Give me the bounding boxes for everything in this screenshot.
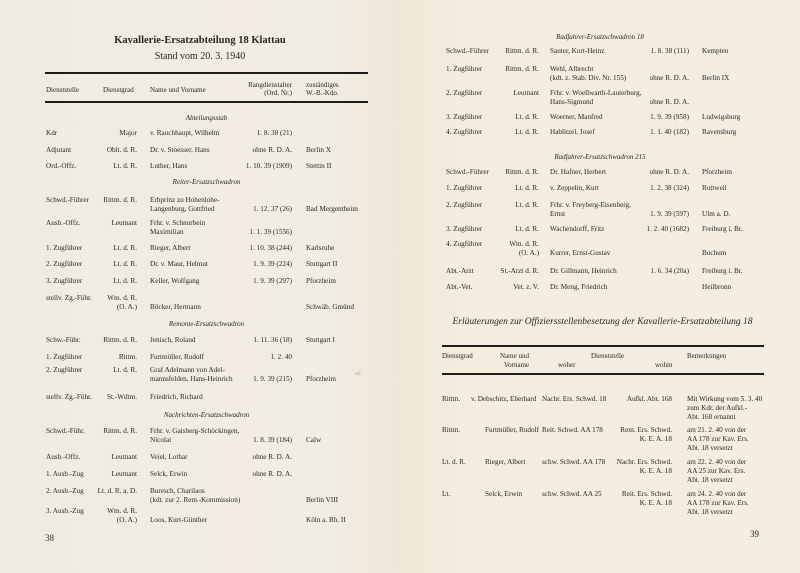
row-dienstgrad: (O. A.) (116, 516, 137, 524)
header-dienststelle: Dienststelle (46, 86, 80, 94)
row-dienststelle: Abt.-Arzt (446, 267, 474, 275)
row-dienststelle: 3. Zugführer (446, 113, 483, 121)
row-dienststelle: 2. Zugführer (446, 89, 483, 97)
row-name: Veiel, Lothar (150, 453, 188, 461)
row-dienststelle: 3. Zugführer (446, 225, 483, 233)
row-rangdienstalter: 1. 10. 39 (1909) (245, 162, 292, 170)
row-dienstgrad: Oblt. d. R. (106, 146, 137, 154)
row-name: Ernst (550, 210, 566, 218)
row-dienststelle: Schwd.-Führer (46, 196, 89, 204)
header-rang-1: Rangdienstalter (248, 81, 292, 89)
row-dienststelle: 1. Zugführer (446, 65, 483, 73)
exp-row-woher: Nachr. Ers. Schwd. 18 (542, 395, 607, 403)
row-dienststelle: 2. Zugführer (46, 260, 83, 268)
exp-row-name: Furtmüller, Rudolf (485, 426, 540, 434)
exp-row-bemerkungen: Abt. 18 versetzt (687, 508, 733, 516)
exp-row-bemerkungen: am 22. 2. 40 von der (687, 458, 747, 466)
row-wbk: Bochum (702, 249, 727, 257)
row-rangdienstalter: 1. 9. 39 (597) (650, 210, 689, 218)
row-wbk: Köln a. Rh. II (306, 516, 346, 524)
row-rangdienstalter: 1. 1. 40 (182) (650, 128, 689, 136)
row-dienststelle: 1. Ausb.-Zug (46, 470, 84, 478)
exp-row-bemerkungen: AA 25 zur Kav. Ers. (687, 467, 746, 475)
exp-row-wohin: K. E. A. 18 (639, 467, 672, 475)
row-name: (kdt. zur 2. Rem.-Kommission) (150, 496, 241, 504)
row-wbk: Rottweil (702, 184, 727, 192)
explanations-title: Erläuterungen zur Offiziersstellenbesetzung der Kavallerie-Ersatzabteilung 18 (452, 317, 753, 327)
row-dienstgrad: Leutnant (111, 453, 137, 461)
row-rangdienstalter: 1. 10. 38 (244) (249, 244, 292, 252)
row-dienstgrad: (O. A.) (116, 303, 137, 311)
page-number: 38 (45, 533, 54, 543)
row-dienstgrad: Leutnant (111, 219, 137, 227)
row-dienstgrad: St.-Arzt d. R. (500, 267, 539, 275)
row-dienststelle: 3. Ausb.-Zug (46, 507, 84, 515)
row-dienstgrad: Rittm. d. R. (505, 65, 539, 73)
row-name: Kurrer, Ernst-Gustav (550, 249, 611, 257)
exp-row-wohin: Aufkl. Abt. 168 (626, 395, 672, 403)
row-wbk: Pforzheim (306, 277, 336, 285)
row-rangdienstalter: ohne R. D. A. (252, 146, 292, 154)
row-rangdienstalter: ohne R. D. A. (649, 168, 689, 176)
row-name: (kdt. z. Stab. Div. Nr. 155) (550, 74, 627, 82)
header-rang-2: (Ord. Nr.) (264, 89, 292, 97)
row-dienststelle: Ausb.-Offz. (46, 453, 81, 461)
row-wbk: Stuttgart I (306, 336, 335, 344)
exp-row-wohin: Nachr. Ers. Schwd. (616, 458, 672, 466)
row-name: Dr. v. Stoesser, Hans (150, 146, 210, 154)
row-dienstgrad: Lt. d. R. (515, 184, 539, 192)
row-wbk: Ludwigsburg (702, 113, 741, 121)
row-dienststelle: Adjutant (46, 146, 72, 154)
row-wbk: Stettin II (306, 162, 332, 170)
row-name: Wehl, Albrecht (550, 65, 594, 73)
row-rangdienstalter: 1. 12. 37 (26) (253, 205, 292, 213)
row-name: Sauter, Kurt-Heinz (550, 47, 605, 55)
row-dienststelle: 1. Zugführer (46, 244, 83, 252)
exp-header-bemerkungen: Bemerkungen (687, 352, 727, 360)
row-name: Wachendorff, Fritz (550, 225, 605, 233)
row-wbk: Bad Mergentheim (306, 205, 358, 213)
exp-row-bemerkungen: am 24. 2. 40 von der (687, 490, 747, 498)
page-number: 39 (750, 529, 759, 539)
exp-row-dienstgrad: Rittm. (442, 426, 461, 434)
row-dienstgrad: Major (119, 129, 137, 137)
row-rangdienstalter: 1. 2. 40 (270, 353, 292, 361)
section-title: Reiter-Ersatzschwadron (172, 178, 241, 186)
explanations-rule-top (442, 345, 764, 347)
exp-row-woher: Reit. Schwd. AA 178 (542, 426, 603, 434)
row-name: Rieger, Albert (150, 244, 191, 252)
row-name: Frhr. v. Woellwarth-Lauterburg, (550, 89, 642, 97)
row-dienststelle: 2. Ausb.-Zug (46, 487, 84, 495)
row-wbk: Ravensburg (702, 128, 737, 136)
row-name: Dr. Hafner, Herbert (550, 168, 606, 176)
row-name: Erbprinz zu Hohenlohe- (150, 196, 220, 204)
header-rule-bottom (45, 101, 368, 103)
row-dienststelle: Abt.-Vet. (446, 283, 473, 291)
row-dienstgrad: Rittm. d. R. (505, 47, 539, 55)
exp-row-bemerkungen: Mit Wirkung vom 5. 3. 40 (687, 395, 763, 403)
page-title: Kavallerie-Ersatzabteilung 18 Klattau (114, 35, 286, 46)
row-name: Woerner, Manfred (550, 113, 603, 121)
row-wbk: Calw (306, 436, 322, 444)
row-dienststelle: Kdr (46, 129, 58, 137)
row-name: Dr. Gillmann, Heinrich (550, 267, 617, 275)
row-dienstgrad: Rittm. d. R. (103, 427, 137, 435)
row-dienstgrad: Lt. d. R. (113, 244, 137, 252)
explanations-rule-bottom (442, 373, 764, 375)
row-name: Maximilian (150, 228, 184, 236)
row-rangdienstalter: ohne R. D. A. (649, 98, 689, 106)
exp-row-wohin: K. E. A. 18 (639, 499, 672, 507)
row-name: Loos, Kurt-Günther (150, 516, 208, 524)
row-dienstgrad: Rittm. (118, 353, 137, 361)
exp-row-bemerkungen: am 21. 2. 40 von der (687, 426, 747, 434)
row-rangdienstalter: ohne R. D. A. (252, 470, 292, 478)
row-dienststelle: 1. Zugführer (446, 184, 483, 192)
row-dienststelle: Ausb.-Offz. (46, 219, 81, 227)
row-name: Frhr. v. Schnurbein (150, 219, 206, 227)
row-rangdienstalter: 1. 8. 38 (111) (650, 47, 689, 55)
row-wbk: Kempten (702, 47, 729, 55)
row-dienststelle: Schwd.-Führer (446, 47, 489, 55)
header-rule-top (45, 72, 368, 74)
row-rangdienstalter: 1. 2. 38 (324) (650, 184, 689, 192)
exp-row-name: v. Debschitz, Eberhard (471, 395, 537, 403)
row-dienststelle: 2. Zugführer (446, 201, 483, 209)
row-rangdienstalter: 1. 8. 39 (184) (253, 436, 292, 444)
header-wbk-1: zuständiges (306, 81, 339, 89)
row-dienststelle: 1. Zugführer (46, 353, 83, 361)
exp-row-dienstgrad: Lt. (442, 490, 451, 498)
row-dienststelle: Schwd.-Führer (446, 168, 489, 176)
exp-header-wohin: wohin (655, 361, 673, 369)
exp-row-woher: schw. Schwd. AA 178 (542, 458, 606, 466)
exp-header-woher: woher (558, 361, 576, 369)
row-dienstgrad: Lt. d. R. (515, 225, 539, 233)
row-name: Luther, Hans (150, 162, 188, 170)
row-name: v. Zeppelin, Kurt (550, 184, 600, 192)
exp-header-dienststelle: Dienststelle (591, 352, 625, 360)
section-title: Abteilungsstab (185, 114, 228, 122)
row-rangdienstalter: 1. 2. 40 (1682) (646, 225, 689, 233)
row-name: Hans-Sigmund (550, 98, 594, 106)
exp-header-dienstgrad: Dienstgrad (442, 352, 473, 360)
row-dienstgrad: Lt. d. R. (113, 162, 137, 170)
exp-row-bemerkungen: Abt. 168 ernannt (687, 413, 736, 421)
exp-header-name-2: Vorname (504, 361, 530, 369)
row-name: Böcker, Hermann (150, 303, 201, 311)
row-wbk: Freiburg i. Br. (702, 225, 743, 233)
row-wbk: Pforzheim (702, 168, 732, 176)
row-name: Jenisch, Roland (150, 336, 196, 344)
row-name: mannsfelden, Hans-Heinrich (150, 375, 233, 383)
row-dienststelle: stellv. Zg.-Führ. (46, 294, 92, 302)
row-wbk: Stuttgart II (306, 260, 338, 268)
exp-header-name-1: Name und (500, 352, 529, 360)
row-name: Hablitzel, Josef (550, 128, 595, 136)
exp-row-bemerkungen: AA 178 zur Kav. Ers. (687, 499, 749, 507)
row-dienstgrad: Lt. d. R. (113, 366, 137, 374)
row-wbk: Schwäb. Gmünd (306, 303, 354, 311)
row-dienstgrad: Lt. d. R. (515, 128, 539, 136)
row-dienstgrad: Rittm. d. R. (505, 168, 539, 176)
row-wbk: Berlin X (306, 146, 331, 154)
row-rangdienstalter: 1. 9. 39 (215) (253, 375, 292, 383)
section-title: Radfahrer-Ersatzschwadron 18 (556, 33, 644, 41)
exp-row-woher: schw. Schwd. AA 25 (542, 490, 602, 498)
row-dienstgrad: Lt. d. R. a. D. (97, 487, 137, 495)
row-dienstgrad: Leutnant (513, 89, 539, 97)
row-rangdienstalter: 1. 1. 39 (1556) (249, 228, 292, 236)
row-dienststelle: 4. Zugführer (446, 240, 483, 248)
row-wbk: Ulm a. D. (702, 210, 731, 218)
page-subtitle: Stand vom 20. 3. 1940 (154, 51, 246, 62)
exp-row-wohin: Rem. Ers. Schwd. (620, 426, 672, 434)
row-dienstgrad: Wm. d. R. (509, 240, 539, 248)
row-name: Frhr. v. Freyberg-Eisenberg, (550, 201, 631, 209)
row-wbk: Karlsruhe (306, 244, 335, 252)
exp-row-bemerkungen: zum Kdr. der Aufkl.- (687, 404, 748, 412)
row-name: Buresch, Charilaos (150, 487, 205, 495)
row-name: Furtmüller, Rudolf (150, 353, 205, 361)
row-dienstgrad: Lt. d. R. (113, 260, 137, 268)
row-name: Frhr. v. Gaisberg-Schöckingen, (150, 427, 240, 435)
exp-row-wohin: K. E. A. 18 (639, 435, 672, 443)
row-dienststelle: 2. Zugführer (46, 366, 83, 374)
row-dienststelle: Schw.-Führ. (46, 336, 81, 344)
row-dienstgrad: Rittm. d. R. (103, 196, 137, 204)
row-rangdienstalter: ohne R. D. A. (649, 74, 689, 82)
exp-row-dienstgrad: Rittm. (442, 395, 461, 403)
row-wbk: Freiburg i. Br. (702, 267, 743, 275)
row-dienststelle: Ord.-Offz. (46, 162, 77, 170)
row-dienstgrad: Wm. d. R. (107, 294, 137, 302)
row-wbk: Berlin IX (702, 74, 730, 82)
row-dienststelle: 3. Zugführer (46, 277, 83, 285)
row-rangdienstalter: 1. 6. 34 (20a) (650, 267, 689, 275)
row-name: Keller, Wolfgang (150, 277, 200, 285)
header-wbk-2: W.-B.-Kdo. (306, 89, 339, 97)
row-name: Selck, Erwin (150, 470, 188, 478)
row-rangdienstalter: ohne R. D. A. (252, 453, 292, 461)
exp-row-bemerkungen: AA 178 zur Kav. Ers. (687, 435, 749, 443)
row-dienstgrad: Lt. d. R. (113, 277, 137, 285)
header-name: Name und Vorname (150, 86, 206, 94)
row-wbk: Pforzheim (306, 375, 336, 383)
row-dienststelle: stellv. Zg.-Führ. (46, 393, 92, 401)
section-title: Radfahrer-Ersatzschwadron 215 (554, 153, 646, 161)
exp-row-name: Rieger, Albert (485, 458, 526, 466)
exp-row-bemerkungen: Abt. 18 versetzt (687, 444, 733, 452)
row-name: Friedrich, Richard (150, 393, 203, 401)
row-dienstgrad: Leutnant (111, 470, 137, 478)
row-dienstgrad: (O. A.) (518, 249, 539, 257)
row-rangdienstalter: 1. 9. 39 (958) (650, 113, 689, 121)
row-name: Dr. Meng, Friedrich (550, 283, 608, 291)
row-dienstgrad: Lt. d. R. (515, 201, 539, 209)
row-dienstgrad: Rittm. d. R. (103, 336, 137, 344)
exp-row-bemerkungen: Abt. 18 versetzt (687, 476, 733, 484)
section-title: Remonte-Ersatzschwadron (168, 320, 245, 328)
row-name: Graf Adelmann von Adel- (150, 366, 225, 374)
row-rangdienstalter: 1. 9. 39 (224) (253, 260, 292, 268)
row-wbk: Berlin VIII (306, 496, 339, 504)
section-title: Nachrichten-Ersatzschwadron (163, 411, 250, 419)
row-rangdienstalter: 1. 8. 38 (21) (256, 129, 292, 137)
row-rangdienstalter: 1. 11. 36 (18) (253, 336, 292, 344)
exp-row-dienstgrad: Lt. d. R. (442, 458, 466, 466)
exp-row-wohin: Reit. Ers. Schwd. (621, 490, 672, 498)
row-dienststelle: 4. Zugführer (446, 128, 483, 136)
row-name: Dr. v. Maur, Helmut (150, 260, 208, 268)
exp-row-name: Selck, Erwin (485, 490, 523, 498)
row-dienstgrad: St.-Wdtm. (107, 393, 137, 401)
bleed-mark: ad (355, 371, 361, 377)
row-dienstgrad: Wm. d. R. (107, 507, 137, 515)
row-name: Nicolai (150, 436, 172, 444)
row-dienstgrad: Vet. z. V. (513, 283, 539, 291)
header-dienstgrad: Dienstgrad (103, 86, 134, 94)
right-page (400, 0, 800, 573)
row-dienststelle: Schwd.-Führ. (46, 427, 85, 435)
row-wbk: Heilbronn (702, 283, 732, 291)
row-name: Langenburg, Gottfried (150, 205, 215, 213)
row-rangdienstalter: 1. 9. 39 (297) (253, 277, 292, 285)
row-name: v. Rauchhaupt, Wilhelm (150, 129, 220, 137)
row-dienstgrad: Lt. d. R. (515, 113, 539, 121)
